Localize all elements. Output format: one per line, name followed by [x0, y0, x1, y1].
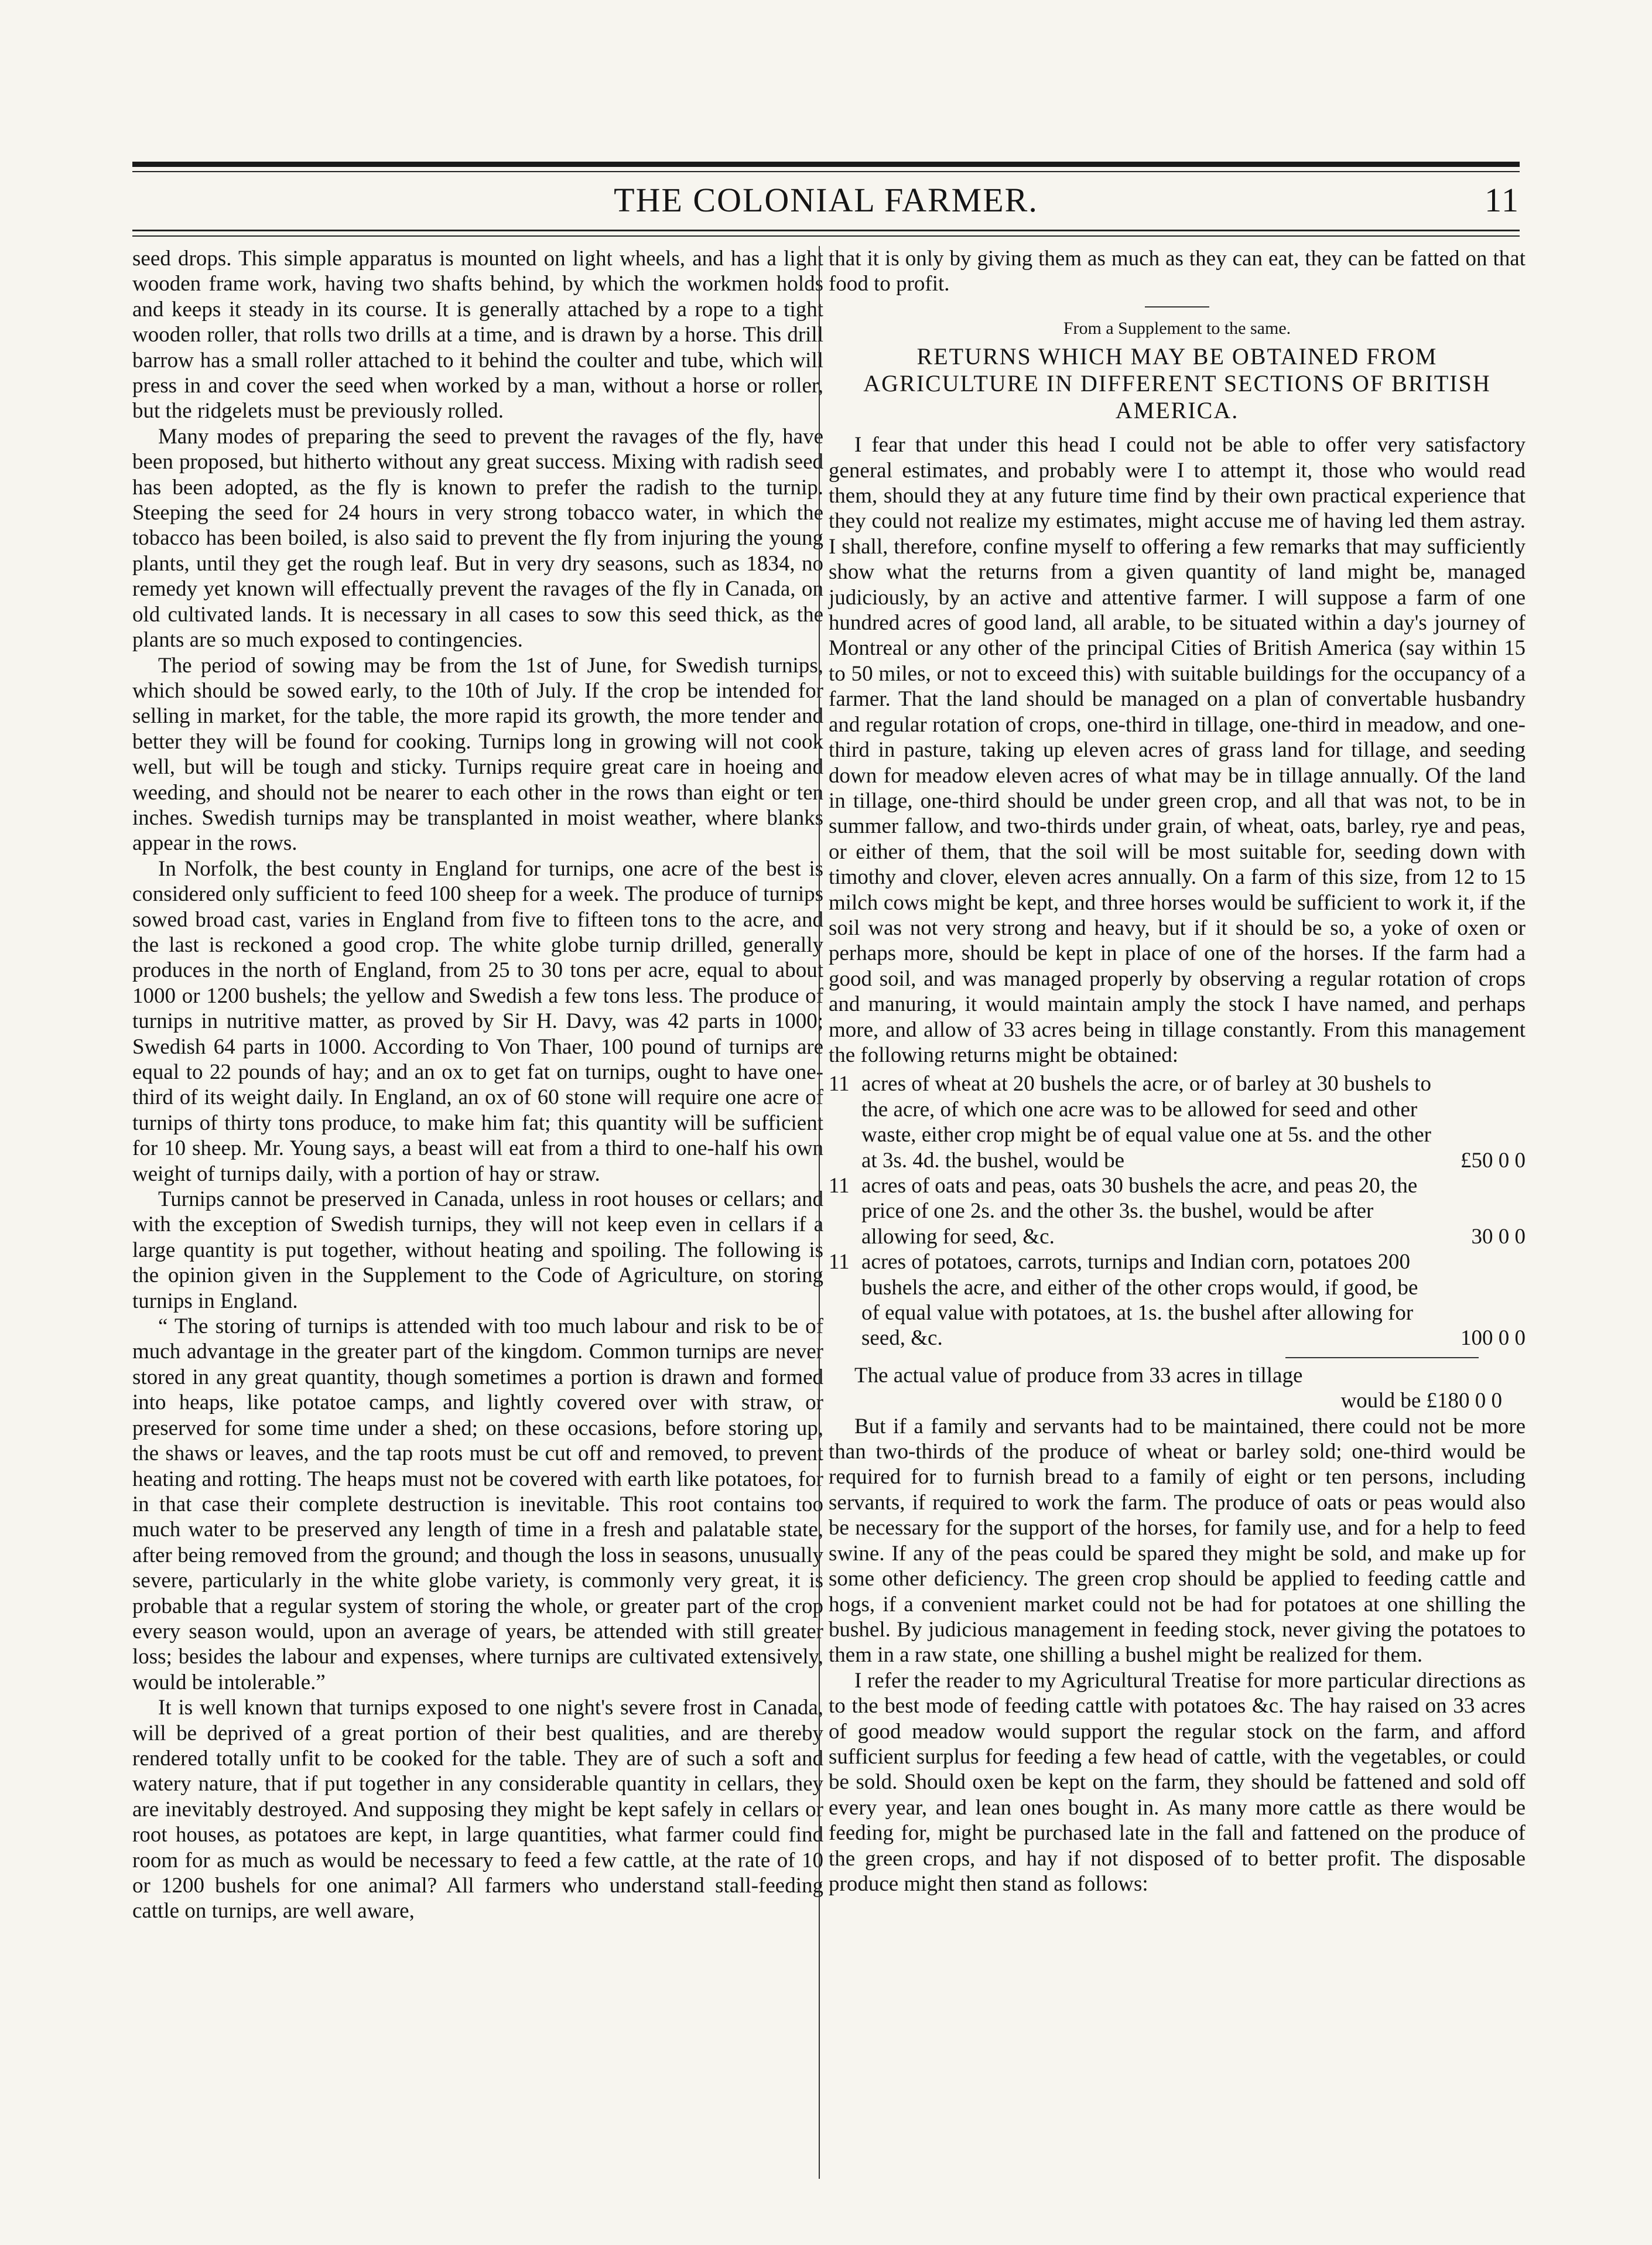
paragraph: Turnips cannot be preserved in Canada, unless in root houses or cellars; and with the exception of Swedish turnips, they will not keep even in cellars if a large quantity is put together, without heating and spoiling. The following is the opinion given in the Supplement to the Code of Agriculture, on storing turnips in England.	[132, 1187, 823, 1313]
returns-row	[829, 1249, 1526, 1351]
total-value: would be £180 0 0	[1340, 1389, 1502, 1413]
publication-title: THE COLONIAL FARMER.	[614, 181, 1038, 219]
returns-table	[829, 1071, 1526, 1351]
section-title: RETURNS WHICH MAY BE OBTAINED FROM AGRICULTURE IN DIFFERENT SECTIONS OF BRITISH AMERICA.	[863, 343, 1491, 424]
paragraph: I fear that under this head I could not be able to offer very satisfactory general estimates, and probably were I to attempt it, those who would read them, should they at any future time find by their own practical experience that they could not realize my estimates, might accuse me of having led them astray. I shall, therefore, confine myself to offering a few remarks that may sufficiently show what the returns from a given quantity of land might be, managed judiciously, by an active and attentive farmer. I will suppose a farm of one hundred acres of good land, all arable, to be situated within a day's journey of Montreal or any other of the principal Cities of British America (say within 15 to 50 miles, or not to exceed this) with suitable buildings for the occupancy of a farmer. That the land should be managed on a plan of convertable husbandry and regular rotation of crops, one-third in tillage, one-third in meadow, and one-third in pasture, taking up eleven acres of grass land for tillage, and seeding down for meadow eleven acres of what may be in tillage annually. Of the land in tillage, one-third should be under green crop, and all that was not, to be in summer fallow, and two-thirds under grain, of wheat, oats, barley, rye and peas, or either of them, that the soil will be most suitable for, seeding down with timothy and clover, eleven acres annually. On a farm of this size, from 12 to 15 milch cows might be kept, and three horses would be sufficient to work it, if the soil was not very strong and heavy, but if it should be so, a yoke of oxen or perhaps more, should be kept in place of one of the horses. If the farm had a good soil, and was managed properly by observing a regular rotation of crops and manuring, it would maintain amply the stock I have named, and perhaps more, and allow of 33 acres being in tillage constantly. From this management the following returns might be obtained:	[829, 433, 1526, 1067]
section-separator	[1145, 306, 1209, 307]
paragraph: Many modes of preparing the seed to prevent the ravages of the fly, have been proposed, but hitherto without any great success. Mixing with radish seed has been adopted, as the fly is known to prefer the radish to the turnip. Steeping the seed for 24 hours in very strong tobacco water, in which the tobacco has been boiled, is also said to prevent the fly from injuring the young plants, until they get the rough leaf. But in very dry seasons, such as 1834, no remedy yet known will effectually prevent the ravages of the fly in Canada, on old cultivated lands. It is necessary in all cases to sow this seed thick, as the plants are so much exposed to contingencies.	[132, 424, 823, 652]
paragraph: I refer the reader to my Agricultural Treatise for more particular directions as to the best mode of feeding cattle with potatoes &c. The hay raised on 33 acres of good meadow would support the regular stock on the farm, and afford sufficient surplus for feeding a few head of cattle, with the vegetables, or could be sold. Should oxen be kept on the farm, they should be fattened and sold off every year, and lean ones bought in. As many more cattle as there would be feeding for, might be purchased late in the fall and fattened on the produce of the green crops, and hay if not disposed of to better profit. The disposable produce might then stand as follows:	[829, 1668, 1526, 1896]
continuation-text: that it is only by giving them as much as they can eat, they can be fatted on that food to profit.	[829, 247, 1526, 296]
acres-count: 11	[829, 1174, 850, 1198]
paragraph: seed drops. This simple apparatus is mounted on light wheels, and has a light wooden frame work, having two shafts behind, by which the workmen holds and keeps it steady in its course. It is generally attached by a rope to a tight wooden roller, that rolls two drills at a time, and is drawn by a horse. This drill barrow has a small roller attached to it behind the coulter and tube, which will press in and cover the seed when worked by a man, without a horse or roller, but the ridgelets must be previously rolled.	[132, 247, 823, 423]
page-number: 11	[1485, 181, 1520, 219]
header-rule-thin	[132, 235, 1520, 237]
returns-row	[829, 1173, 1526, 1249]
quotation: “ The storing of turnips is attended with too much labour and risk to be of much advantage in the greater part of the kingdom. Common turnips are never stored in any great quantity, though sometimes a portion is drawn and formed into heaps, like potatoe camps, and lightly covered over with straw, or preserved for some time under a shed; on these occasions, before storing up, the shaws or leaves, and the tap roots must be cut off and removed, to prevent heating and rotting. The heaps must not be covered with earth like potatoes, for in that case their complete destruction is inevitable. This root contains too much water to be preserved any length of time in a fresh and palatable state, after being removed from the ground; and though the loss in seasons, unusually severe, particularly in the white globe variety, is commonly very great, it is probable that a regular system of storing the whole, or greater part of the crop every season would, upon an average of years, be attended with still greater loss; besides the labour and expenses, where turnips are cultivated extensively, would be intolerable.”	[132, 1314, 823, 1694]
column-divider	[819, 246, 820, 2179]
paragraph: But if a family and servants had to be maintained, there could not be more than two-thirds of the produce of wheat or barley sold; one-third would be required for to furnish bread to a family of eight or ten persons, including servants, if required to work the farm. The produce of oats or peas would also be necessary for the support of the horses, for family use, and for a help to feed swine. If any of the peas could be spared they might be sold, and make up for some other deficiency. The green crop should be applied to feeding cattle and hogs, if a convenient market could not be had for potatoes at one shilling the bushel. By judicious management in feeding stock, never giving the potatoes to them in a raw state, one shilling a bushel might be realized for them.	[829, 1414, 1526, 1667]
page-header	[132, 180, 1520, 227]
returns-row	[829, 1071, 1526, 1173]
acres-count: 11	[829, 1072, 850, 1096]
source-line: From a Supplement to the same.	[1063, 318, 1291, 338]
returns-description: acres of oats and peas, oats 30 bushels the acre, and peas 20, the price of one 2s. and the other 3s. the bushel, would be after allowing for seed, &c.	[861, 1174, 1418, 1249]
top-rule	[132, 162, 1520, 167]
returns-amount: 30 0 0	[1471, 1224, 1526, 1249]
returns-description: acres of wheat at 20 bushels the acre, or of barley at 30 bushels to the acre, of which one acre was to be allowed for seed and other waste, either crop might be of equal value one at 5s. and the other at 3s. 4d. the bushel, would be	[861, 1072, 1431, 1173]
returns-amount: 100 0 0	[1461, 1326, 1526, 1351]
returns-description: acres of potatoes, carrots, turnips and Indian corn, potatoes 200 bushels the acre, and either of the other crops would, if good, be of equal value with potatoes, at 1s. the bushel after allowing for seed, &c.	[861, 1250, 1418, 1351]
returns-amount: £50 0 0	[1461, 1148, 1526, 1173]
top-rule-thin	[132, 171, 1520, 172]
paragraph: It is well known that turnips exposed to one night's severe frost in Canada, will be deprived of a great portion of their best qualities, and are thereby rendered totally unfit to be cooked for the table. They are of such a soft and watery nature, that if put together in any considerable quantity in cellars, they are inevitably destroyed. And supposing they might be kept safely in cellars or root houses, as potatoes are kept, in large quantities, what farmer could find room for as much as would be necessary to feed a few cattle, at the rate of 10 or 1200 bushels for one animal? All farmers who understand stall-feeding cattle on turnips, are well aware,	[132, 1696, 823, 1923]
header-rule	[132, 230, 1520, 231]
sum-rule	[1285, 1357, 1479, 1358]
acres-count: 11	[829, 1250, 850, 1274]
paragraph: The period of sowing may be from the 1st of June, for Swedish turnips, which should be sowed early, to the 10th of July. If the crop be intended for selling in market, for the table, the more rapid its growth, the more tender and better they will be found for cooking. Turnips long in growing will not cook well, but will be tough and sticky. Turnips require great care in hoeing and weeding, and should not be nearer to each other in the rows than eight or ten inches. Swedish turnips may be transplanted in moist weather, where blanks appear in the rows.	[132, 653, 823, 856]
paragraph: In Norfolk, the best county in England for turnips, one acre of the best is considered only sufficient to feed 100 sheep for a week. The produce of turnips sowed broad cast, varies in England from five to fifteen tons to the acre, and the last is reckoned a good crop. The white globe turnip drilled, generally produces in the north of England, from 25 to 30 tons per acre, equal to about 1000 or 1200 bushels; the yellow and Swedish a few tons less. The produce of turnips in nutritive matter, as proved by Sir H. Davy, was 42 parts in 1000; Swedish 64 parts in 1000. According to Von Thaer, 100 pound of turnips are equal to 22 pounds of hay; and an ox to get fat on turnips, ought to have one-third of its weight daily. In England, an ox of 60 stone will require one acre of turnips of thirty tons produce, to make him fat; this quantity will be sufficient for 10 sheep. Mr. Young says, a beast will eat from a third to one-half his own weight of turnips daily, with a portion of hay or straw.	[132, 856, 823, 1186]
left-column	[132, 246, 823, 2173]
total-label: The actual value of produce from 33 acres in tillage	[854, 1363, 1303, 1388]
right-column	[829, 246, 1526, 2173]
